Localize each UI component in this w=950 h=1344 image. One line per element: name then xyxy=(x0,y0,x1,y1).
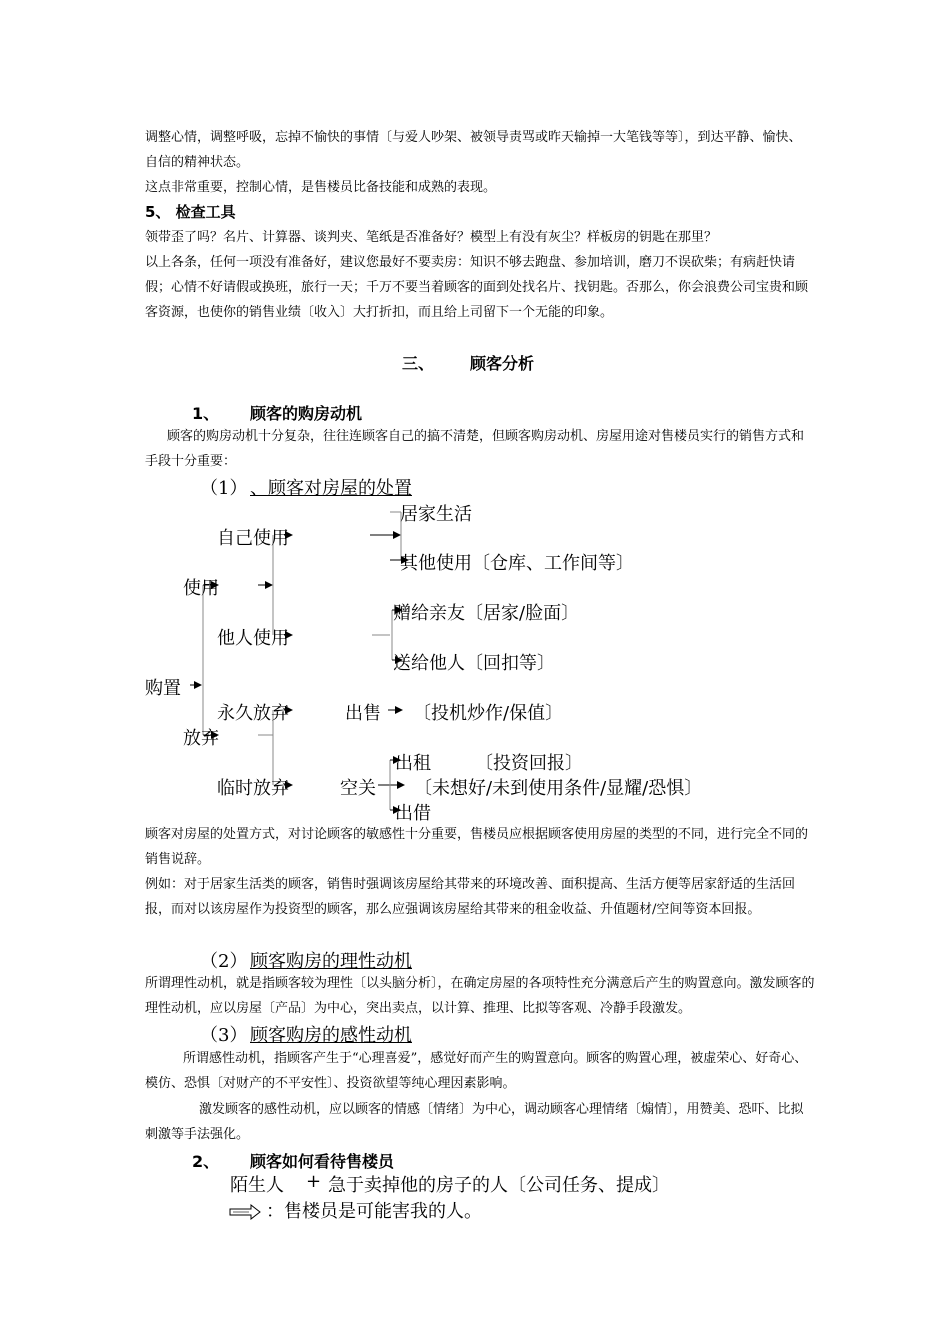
conclusion-text: ：售楼员是可能害我的人。 xyxy=(266,1201,482,1222)
tree-leaf-other-usage: 其他使用〔仓库、工作间等〕 xyxy=(400,553,634,574)
section-5-heading: 5、 检查工具 xyxy=(145,203,236,221)
tree-leaf-sell-reason: 〔投机炒作/保值〕 xyxy=(413,703,564,724)
tree-node-vacant: 空关 xyxy=(340,778,376,799)
item-2-number: （2） xyxy=(200,951,248,972)
tree-node-self-use: 自己使用 xyxy=(217,528,289,549)
tree-leaf-home-life: 居家生活 xyxy=(400,504,472,525)
stranger-label: 陌生人 xyxy=(230,1175,284,1196)
tree-node-sell: 出售 xyxy=(345,703,381,724)
item-3-number: （3） xyxy=(200,1025,248,1046)
item-2-title: 顾客购房的理性动机 xyxy=(250,951,412,972)
after-tree-paragraph-1: 顾客对房屋的处置方式，对讨论顾客的敏感性十分重要，售楼员应根据顾客使用房屋的类型的不同，进行完全不同的销售说辞。 xyxy=(145,827,809,867)
item-1-title: 、顾客对房屋的处置 xyxy=(250,478,412,499)
section-3-title: 顾客分析 xyxy=(470,354,535,373)
tree-node-use: 使用 xyxy=(183,578,219,599)
tree-leaf-lend: 出借 xyxy=(395,803,431,824)
after-tree-paragraph-2: 例如：对于居家生活类的顾客，销售时强调该房屋给其带来的环境改善、面积提高、生活方便等居家舒适的生活回报，而对以该房屋作为投资型的顾客，那么应强调该房屋给其带来的租金收益、升值题材/空间等资本回报。 xyxy=(145,877,796,917)
tree-node-permanent-abandon: 永久放弃 xyxy=(217,703,289,724)
item-3-title: 顾客购房的感性动机 xyxy=(250,1025,412,1046)
tree-node-purchase: 购置 xyxy=(145,678,181,699)
section-5-paragraph-2: 以上各条，任何一项没有准备好，建议您最好不要卖房：知识不够去跑盘、参加培训，磨刀不误砍柴；有病赶快请假；心情不好请假或换班，旅行一天；千万不要当着顾客的面到处找名片、找钥匙。否那么，你会浪费公司宝贵和顾客资源，也使你的销售业绩〔收入〕大打折扣，而且给上司留下一个无能的印象。 xyxy=(145,255,809,320)
tree-node-temporary-abandon: 临时放弃 xyxy=(217,778,289,799)
tree-leaf-give-others: 送给他人〔回扣等〕 xyxy=(393,653,555,674)
subsection-2-title: 顾客如何看待售楼员 xyxy=(250,1152,395,1171)
eager-seller-label: 急于卖掉他的房子的人〔公司任务、提成〕 xyxy=(328,1175,670,1196)
subsection-2-number: 2、 xyxy=(192,1152,220,1171)
tree-node-other-use: 他人使用 xyxy=(217,628,289,649)
tree-leaf-gift-friends: 赠给亲友〔居家/脸面〕 xyxy=(393,603,580,624)
tree-leaf-vacant-reason: 〔未想好/未到使用条件/显耀/恐惧〕 xyxy=(414,778,703,799)
tree-leaf-rent-reason: 〔投资回报〕 xyxy=(475,753,583,774)
tree-node-abandon: 放弃 xyxy=(183,728,219,749)
hollow-right-arrow-icon xyxy=(229,1204,261,1220)
section-3-number: 三、 xyxy=(402,354,435,373)
subsection-1-title: 顾客的购房动机 xyxy=(250,404,363,423)
intro-paragraph-2: 这点非常重要，控制心情，是售楼员比备技能和成熟的表现。 xyxy=(145,180,497,195)
plus-sign: + xyxy=(306,1171,322,1192)
item-3-paragraph-1: 所谓感性动机，指顾客产生于“心理喜爱”，感觉好而产生的购置意向。顾客的购置心理，被虚荣心、好奇心、模仿、恐惧〔对财产的不平安性〕、投资欲望等纯心理因素影响。 xyxy=(145,1051,808,1091)
item-3-paragraph-2: 激发顾客的感性动机，应以顾客的情感〔情绪〕为中心，调动顾客心理情绪〔煽情〕，用赞美、恐吓、比拟刺激等手法强化。 xyxy=(145,1102,804,1142)
item-2-paragraph: 所谓理性动机，就是指顾客较为理性〔以头脑分析〕，在确定房屋的各项特性充分满意后产生的购置意向。激发顾客的理性动机，应以房屋〔产品〕为中心，突出卖点，以计算、推理、比拟等客观、冷静手段激发。 xyxy=(145,976,815,1016)
section-5-paragraph-1: 领带歪了吗？名片、计算器、谈判夹、笔纸是否准备好？模型上有没有灰尘？样板房的钥匙在那里？ xyxy=(145,230,718,245)
item-1-number: （1） xyxy=(200,478,248,499)
subsection-1-number: 1、 xyxy=(192,404,220,423)
tree-leaf-rent: 出租 xyxy=(395,753,431,774)
subsection-1-paragraph: 顾客的购房动机十分复杂，往往连顾客自己的搞不清楚，但顾客购房动机、房屋用途对售楼员实行的销售方式和手段十分重要： xyxy=(145,429,805,469)
intro-paragraph-1: 调整心情，调整呼吸，忘掉不愉快的事情〔与爱人吵架、被领导责骂或昨天输掉一大笔钱等等〕，到达平静、愉快、自信的精神状态。 xyxy=(145,130,802,170)
